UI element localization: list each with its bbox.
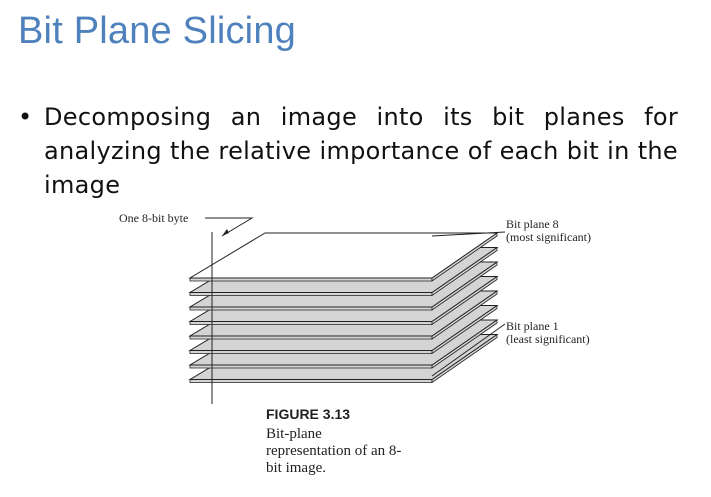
byte-label: One 8-bit byte (119, 211, 189, 225)
top-plane-note: (most significant) (506, 230, 591, 244)
slide-title: Bit Plane Slicing (18, 10, 296, 52)
bullet-text: Decomposing an image into its bit planes for analyzing the relative importance of each bit in the image (44, 103, 678, 199)
top-plane-name: Bit plane 8 (506, 217, 559, 231)
figure-caption-title: FIGURE 3.13 (266, 406, 351, 422)
top-plane-label (506, 218, 591, 244)
byte-arrowhead-icon (222, 229, 229, 236)
bottom-plane-label (506, 320, 590, 346)
bit-plane-stack (190, 233, 497, 383)
figure-caption-text: Bit-plane representation of an 8-bit image. (266, 426, 402, 476)
bottom-plane-note: (least significant) (506, 332, 590, 346)
bottom-plane-name: Bit plane 1 (506, 319, 559, 333)
bullet-dot-icon: • (18, 103, 33, 131)
